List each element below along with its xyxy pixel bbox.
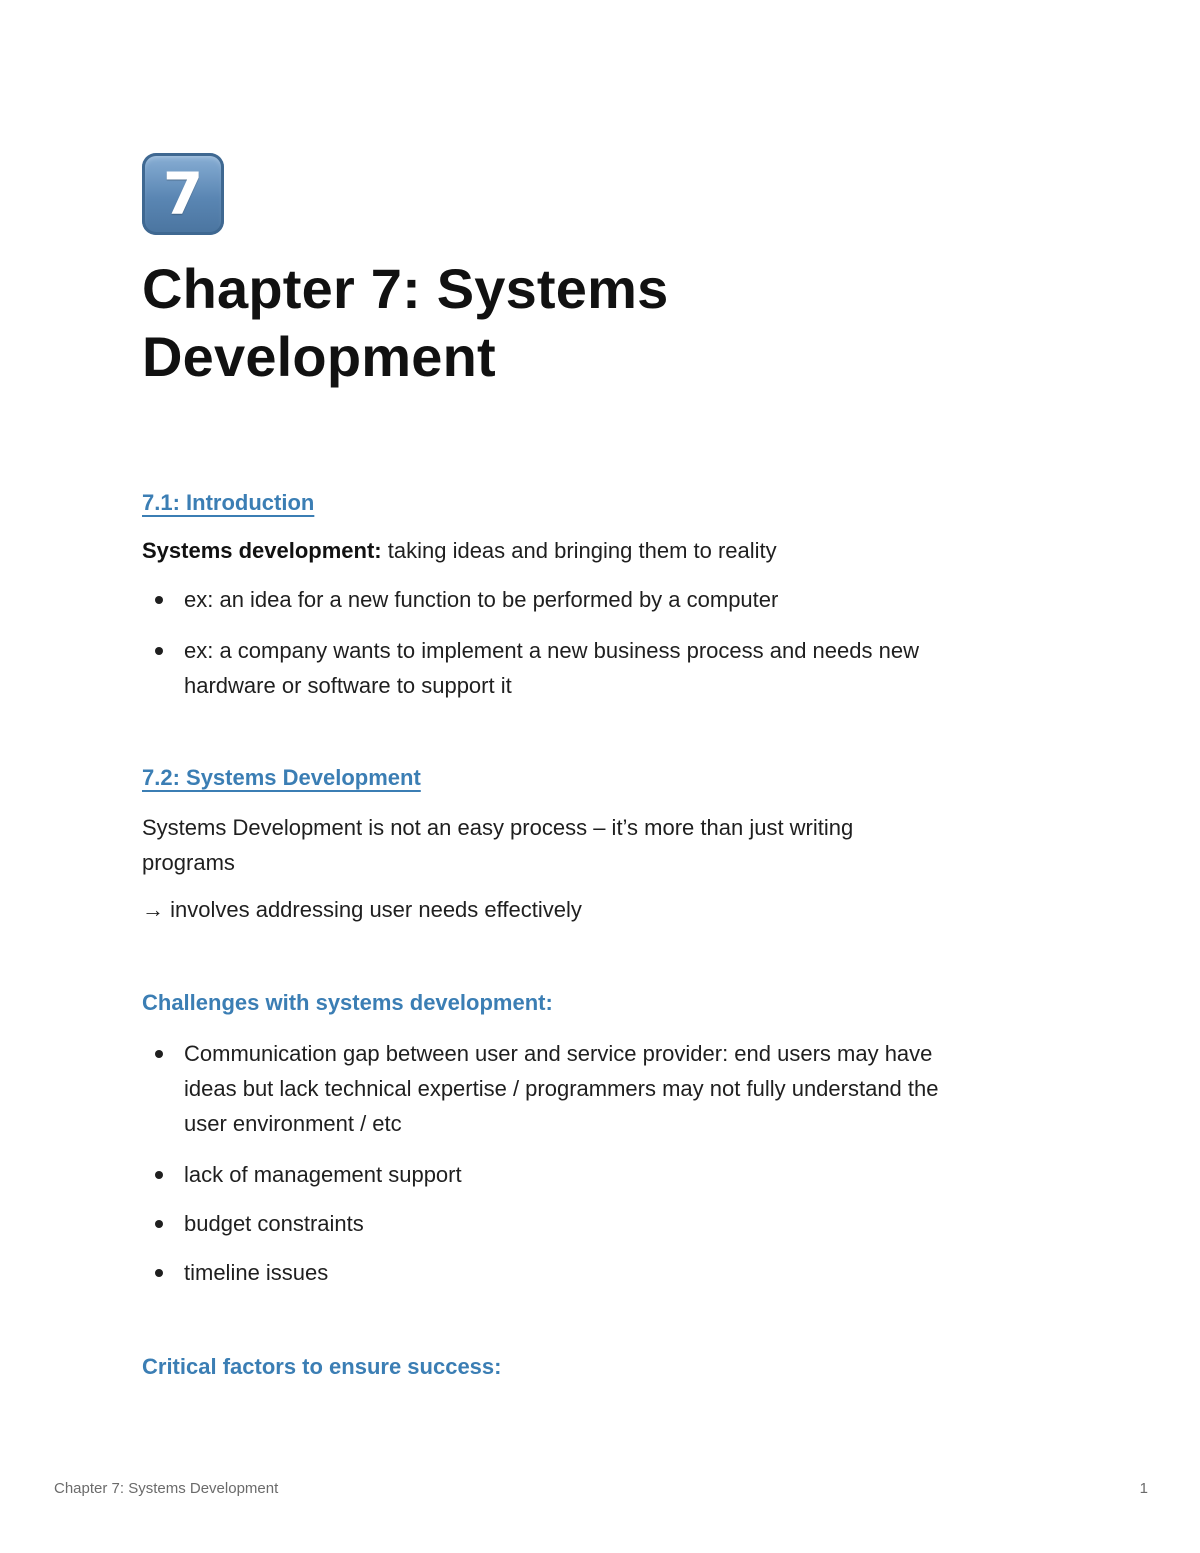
- section-introduction: [142, 490, 314, 516]
- page-title-line-2: Development: [142, 325, 496, 388]
- section-heading-introduction-link[interactable]: 7.1: Introduction: [142, 490, 315, 515]
- paragraph-line-2: programs: [142, 850, 235, 875]
- list-item: [142, 1036, 1082, 1141]
- keycap-number: 7: [162, 160, 204, 228]
- challenges-bullet-list-2: [142, 1157, 462, 1192]
- introduction-bullet-list-2: [142, 633, 1072, 703]
- list-item-text-line-1: Communication gap between user and service provider: end users may have: [184, 1041, 933, 1066]
- page-title: [142, 255, 668, 391]
- footer-page-number: 1: [1139, 1480, 1148, 1497]
- definition-paragraph: [142, 533, 777, 568]
- bullet-dot-icon: [155, 1220, 163, 1228]
- introduction-bullet-list: [142, 582, 1072, 617]
- list-item-text-line-1: ex: a company wants to implement a new business process and needs new: [184, 638, 919, 663]
- challenges-bullet-list: [142, 1036, 1082, 1141]
- section-systems-development: [142, 765, 421, 791]
- bullet-dot-icon: [155, 647, 163, 655]
- bullet-dot-icon: [155, 1269, 163, 1277]
- challenges-bullet-list-4: [142, 1255, 328, 1290]
- list-item: [142, 1255, 328, 1290]
- bullet-dot-icon: [155, 596, 163, 604]
- definition-text: taking ideas and bringing them to reality: [381, 538, 777, 563]
- list-item: [142, 633, 1072, 703]
- list-item-text-line-3: user environment / etc: [184, 1111, 402, 1136]
- list-item-text: ex: an idea for a new function to be performed by a computer: [184, 587, 779, 612]
- list-item-text: budget constraints: [184, 1211, 364, 1236]
- list-item: [142, 582, 1072, 617]
- systems-development-paragraph: [142, 810, 1042, 880]
- bullet-dot-icon: [155, 1171, 163, 1179]
- page-title-line-1: Chapter 7: Systems: [142, 257, 669, 320]
- list-item-text-line-2: ideas but lack technical expertise / programmers may not fully understand the: [184, 1076, 939, 1101]
- definition-term: Systems development:: [142, 538, 382, 563]
- arrow-note-text: → involves addressing user needs effectively: [142, 897, 582, 922]
- list-item-text: lack of management support: [184, 1162, 462, 1187]
- keycap-seven-icon: [142, 153, 224, 235]
- list-item: [142, 1157, 462, 1192]
- list-item: [142, 1206, 364, 1241]
- list-item-text: timeline issues: [184, 1260, 329, 1285]
- section-heading-systems-development-link[interactable]: 7.2: Systems Development: [142, 765, 421, 790]
- footer-document-title: Chapter 7: Systems Development: [54, 1480, 279, 1497]
- bullet-dot-icon: [155, 1050, 163, 1058]
- paragraph-line-1: Systems Development is not an easy process – it’s more than just writing: [142, 815, 854, 840]
- list-item-text-line-2: hardware or software to support it: [184, 673, 512, 698]
- challenges-bullet-list-3: [142, 1206, 364, 1241]
- critical-factors-heading: Critical factors to ensure success:: [142, 1354, 502, 1379]
- arrow-note: [142, 892, 582, 927]
- challenges-heading: Challenges with systems development:: [142, 990, 553, 1015]
